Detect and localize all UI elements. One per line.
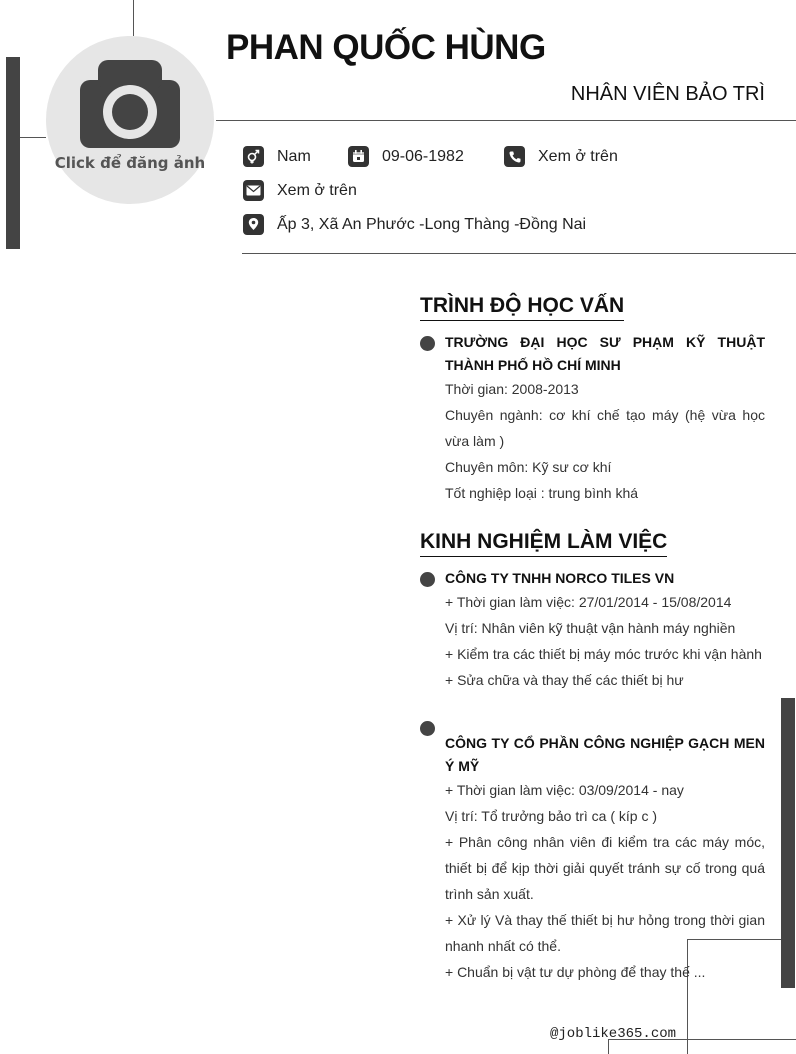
- job-position: NHÂN VIÊN BẢO TRÌ: [570, 83, 765, 105]
- job-line: + Thời gian làm việc: 27/01/2014 - 15/08/2014: [445, 594, 732, 610]
- education-major: Chuyên ngành: cơ khí chế tạo máy (hệ vừa học vừa làm ): [445, 407, 765, 449]
- phone-value: Xem ở trên: [538, 147, 618, 165]
- email-item: [243, 180, 357, 201]
- job-line: + Thời gian làm việc: 03/09/2014 - nay: [445, 782, 684, 798]
- education-specialty: Chuyên môn: Kỹ sư cơ khí: [445, 459, 612, 475]
- birthdate-item: [348, 146, 464, 167]
- avatar-upload[interactable]: [46, 36, 214, 204]
- job-line: Vị trí: Nhân viên kỹ thuật vận hành máy nghiền: [445, 620, 736, 636]
- calendar-icon: [348, 146, 369, 167]
- education-bullet: [420, 336, 435, 351]
- header-divider: [216, 120, 796, 121]
- birthdate-value: 09-06-1982: [382, 147, 464, 165]
- left-accent-bar: [6, 57, 20, 249]
- job-line: + Sửa chữa và thay thế các thiết bị hư: [445, 672, 684, 688]
- education-heading: TRÌNH ĐỘ HỌC VẤN: [420, 294, 624, 321]
- education-grade: Tốt nghiệp loại : trung bình khá: [445, 485, 639, 501]
- right-accent-bar: [781, 698, 795, 988]
- job-bullet: [420, 721, 435, 736]
- job-entry: [445, 732, 765, 985]
- gender-icon: [243, 146, 264, 167]
- email-value: Xem ở trên: [277, 181, 357, 199]
- contact-divider: [242, 253, 796, 254]
- address-item: [243, 214, 586, 235]
- job-line: + Phân công nhân viên đi kiểm tra các máy móc, thiết bị để kịp thời giải quyết tránh sự cố trong quá trình sản xuất.: [445, 834, 765, 902]
- phone-icon: [504, 146, 525, 167]
- job-line: Vị trí: Tổ trưởng bảo trì ca ( kíp c ): [445, 808, 658, 824]
- school-name: TRƯỜNG ĐẠI HỌC SƯ PHẠM KỸ THUẬT THÀNH PHỐ HỒ CHÍ MINH: [445, 334, 765, 373]
- phone-item: [504, 146, 618, 167]
- education-period: Thời gian: 2008-2013: [445, 381, 579, 397]
- job-entry: [445, 567, 765, 693]
- gender-item: [243, 146, 311, 167]
- job-line: + Xử lý Và thay thế thiết bị hư hỏng trong thời gian nhanh nhất có thể.: [445, 912, 765, 954]
- candidate-name: PHAN QUỐC HÙNG: [226, 28, 546, 67]
- job-line: + Kiểm tra các thiết bị máy móc trước khi vận hành: [445, 646, 762, 662]
- vertical-line-top: [133, 0, 134, 36]
- company-name: CÔNG TY TNHH NORCO TILES VN: [445, 570, 675, 586]
- education-entry: [445, 331, 765, 506]
- email-icon: [243, 180, 264, 201]
- job-line: + Chuẩn bị vật tư dự phòng để thay thế ...: [445, 964, 706, 980]
- avatar-caption: Click để đăng ảnh: [54, 154, 206, 172]
- location-pin-icon: [243, 214, 264, 235]
- company-name: CÔNG TY CỔ PHẦN CÔNG NGHIỆP GẠCH MEN Ý MỸ: [445, 735, 765, 774]
- horizontal-line-left: [20, 137, 46, 138]
- job-bullet: [420, 572, 435, 587]
- experience-heading: KINH NGHIỆM LÀM VIỆC: [420, 530, 667, 557]
- camera-icon: [80, 60, 180, 150]
- address-value: Ấp 3, Xã An Phước -Long Thàng -Đồng Nai: [277, 215, 587, 233]
- watermark: @joblike365.com: [550, 1026, 677, 1042]
- gender-value: Nam: [277, 147, 311, 165]
